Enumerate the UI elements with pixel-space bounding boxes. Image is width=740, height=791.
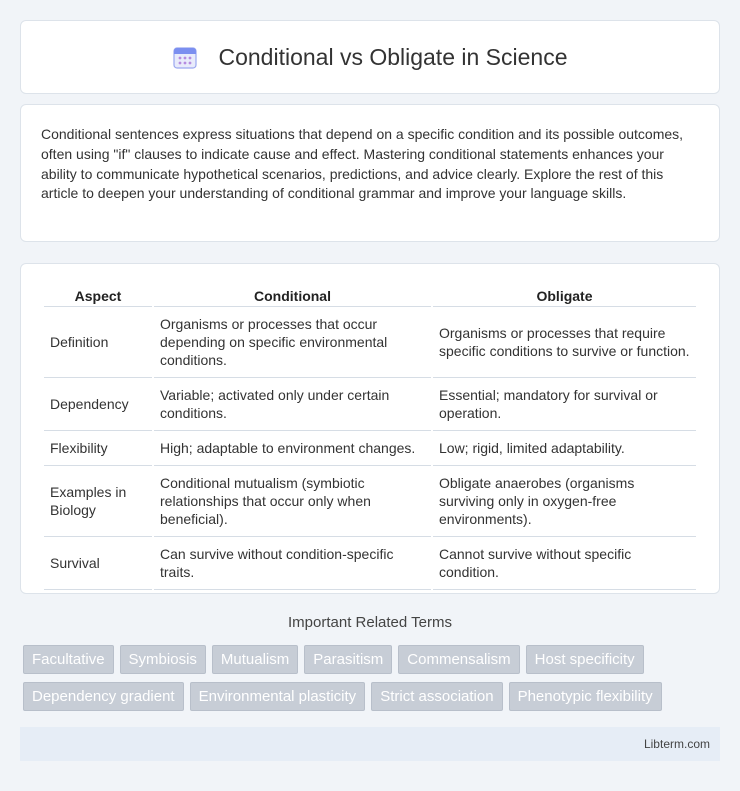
row-conditional: Organisms or processes that occur depending on specific environmental conditions.: [154, 307, 431, 378]
tag-phenotypic-flexibility[interactable]: Phenotypic flexibility: [509, 682, 662, 711]
table-row: [44, 378, 696, 431]
intro-card: [20, 104, 720, 242]
row-aspect: Examples in Biology: [44, 466, 152, 537]
table-row: [44, 307, 696, 378]
tag-facultative[interactable]: Facultative: [23, 645, 114, 674]
tag-symbiosis[interactable]: Symbiosis: [120, 645, 206, 674]
header-aspect: Aspect: [44, 284, 152, 307]
table-row: [44, 537, 696, 590]
row-aspect: Dependency: [44, 378, 152, 431]
row-aspect: Flexibility: [44, 431, 152, 466]
related-terms-title: Important Related Terms: [288, 614, 452, 631]
table-row: [44, 431, 696, 466]
header-obligate: Obligate: [433, 284, 696, 307]
footer: [20, 727, 720, 761]
table-row: [44, 466, 696, 537]
row-conditional: Can survive without condition-specific traits.: [154, 537, 431, 590]
page-title: Conditional vs Obligate in Science: [218, 43, 568, 70]
tag-environmental-plasticity[interactable]: Environmental plasticity: [190, 682, 366, 711]
tag-mutualism[interactable]: Mutualism: [212, 645, 298, 674]
title-wrap: [172, 44, 567, 71]
related-terms-tags: [20, 645, 720, 711]
row-aspect: Survival: [44, 537, 152, 590]
comparison-table-card: [20, 263, 720, 594]
header-card: [20, 20, 720, 94]
calendar-icon: [172, 44, 198, 70]
comparison-table: [42, 284, 698, 590]
tag-commensalism[interactable]: Commensalism: [398, 645, 519, 674]
row-conditional: Conditional mutualism (symbiotic relationships that occur only when beneficial).: [154, 466, 431, 537]
row-aspect: Definition: [44, 307, 152, 378]
intro-text: Conditional sentences express situations that depend on a specific condition and its possible outcomes, often using "if" clauses to indicate cause and effect. Mastering conditional statements enhances your ability to communicate hypothetical scenarios, predictions, and advice clearly. Explore the rest of this article to deepen your understanding of conditional grammar and improve your language skills.: [41, 126, 684, 202]
table-header-row: [44, 284, 696, 307]
tag-dependency-gradient[interactable]: Dependency gradient: [23, 682, 184, 711]
footer-brand-link[interactable]: Libterm.com: [643, 737, 710, 751]
row-obligate: Obligate anaerobes (organisms surviving only in oxygen-free environments).: [433, 466, 696, 537]
row-obligate: Organisms or processes that require specific conditions to survive or function.: [433, 307, 696, 378]
row-conditional: High; adaptable to environment changes.: [154, 431, 431, 466]
tag-strict-association[interactable]: Strict association: [371, 682, 502, 711]
header-conditional: Conditional: [154, 284, 431, 307]
row-obligate: Low; rigid, limited adaptability.: [433, 431, 696, 466]
tag-host-specificity[interactable]: Host specificity: [526, 645, 644, 674]
tag-parasitism[interactable]: Parasitism: [304, 645, 392, 674]
row-obligate: Essential; mandatory for survival or operation.: [433, 378, 696, 431]
row-conditional: Variable; activated only under certain conditions.: [154, 378, 431, 431]
row-obligate: Cannot survive without specific condition.: [433, 537, 696, 590]
related-terms-section: [20, 614, 720, 711]
